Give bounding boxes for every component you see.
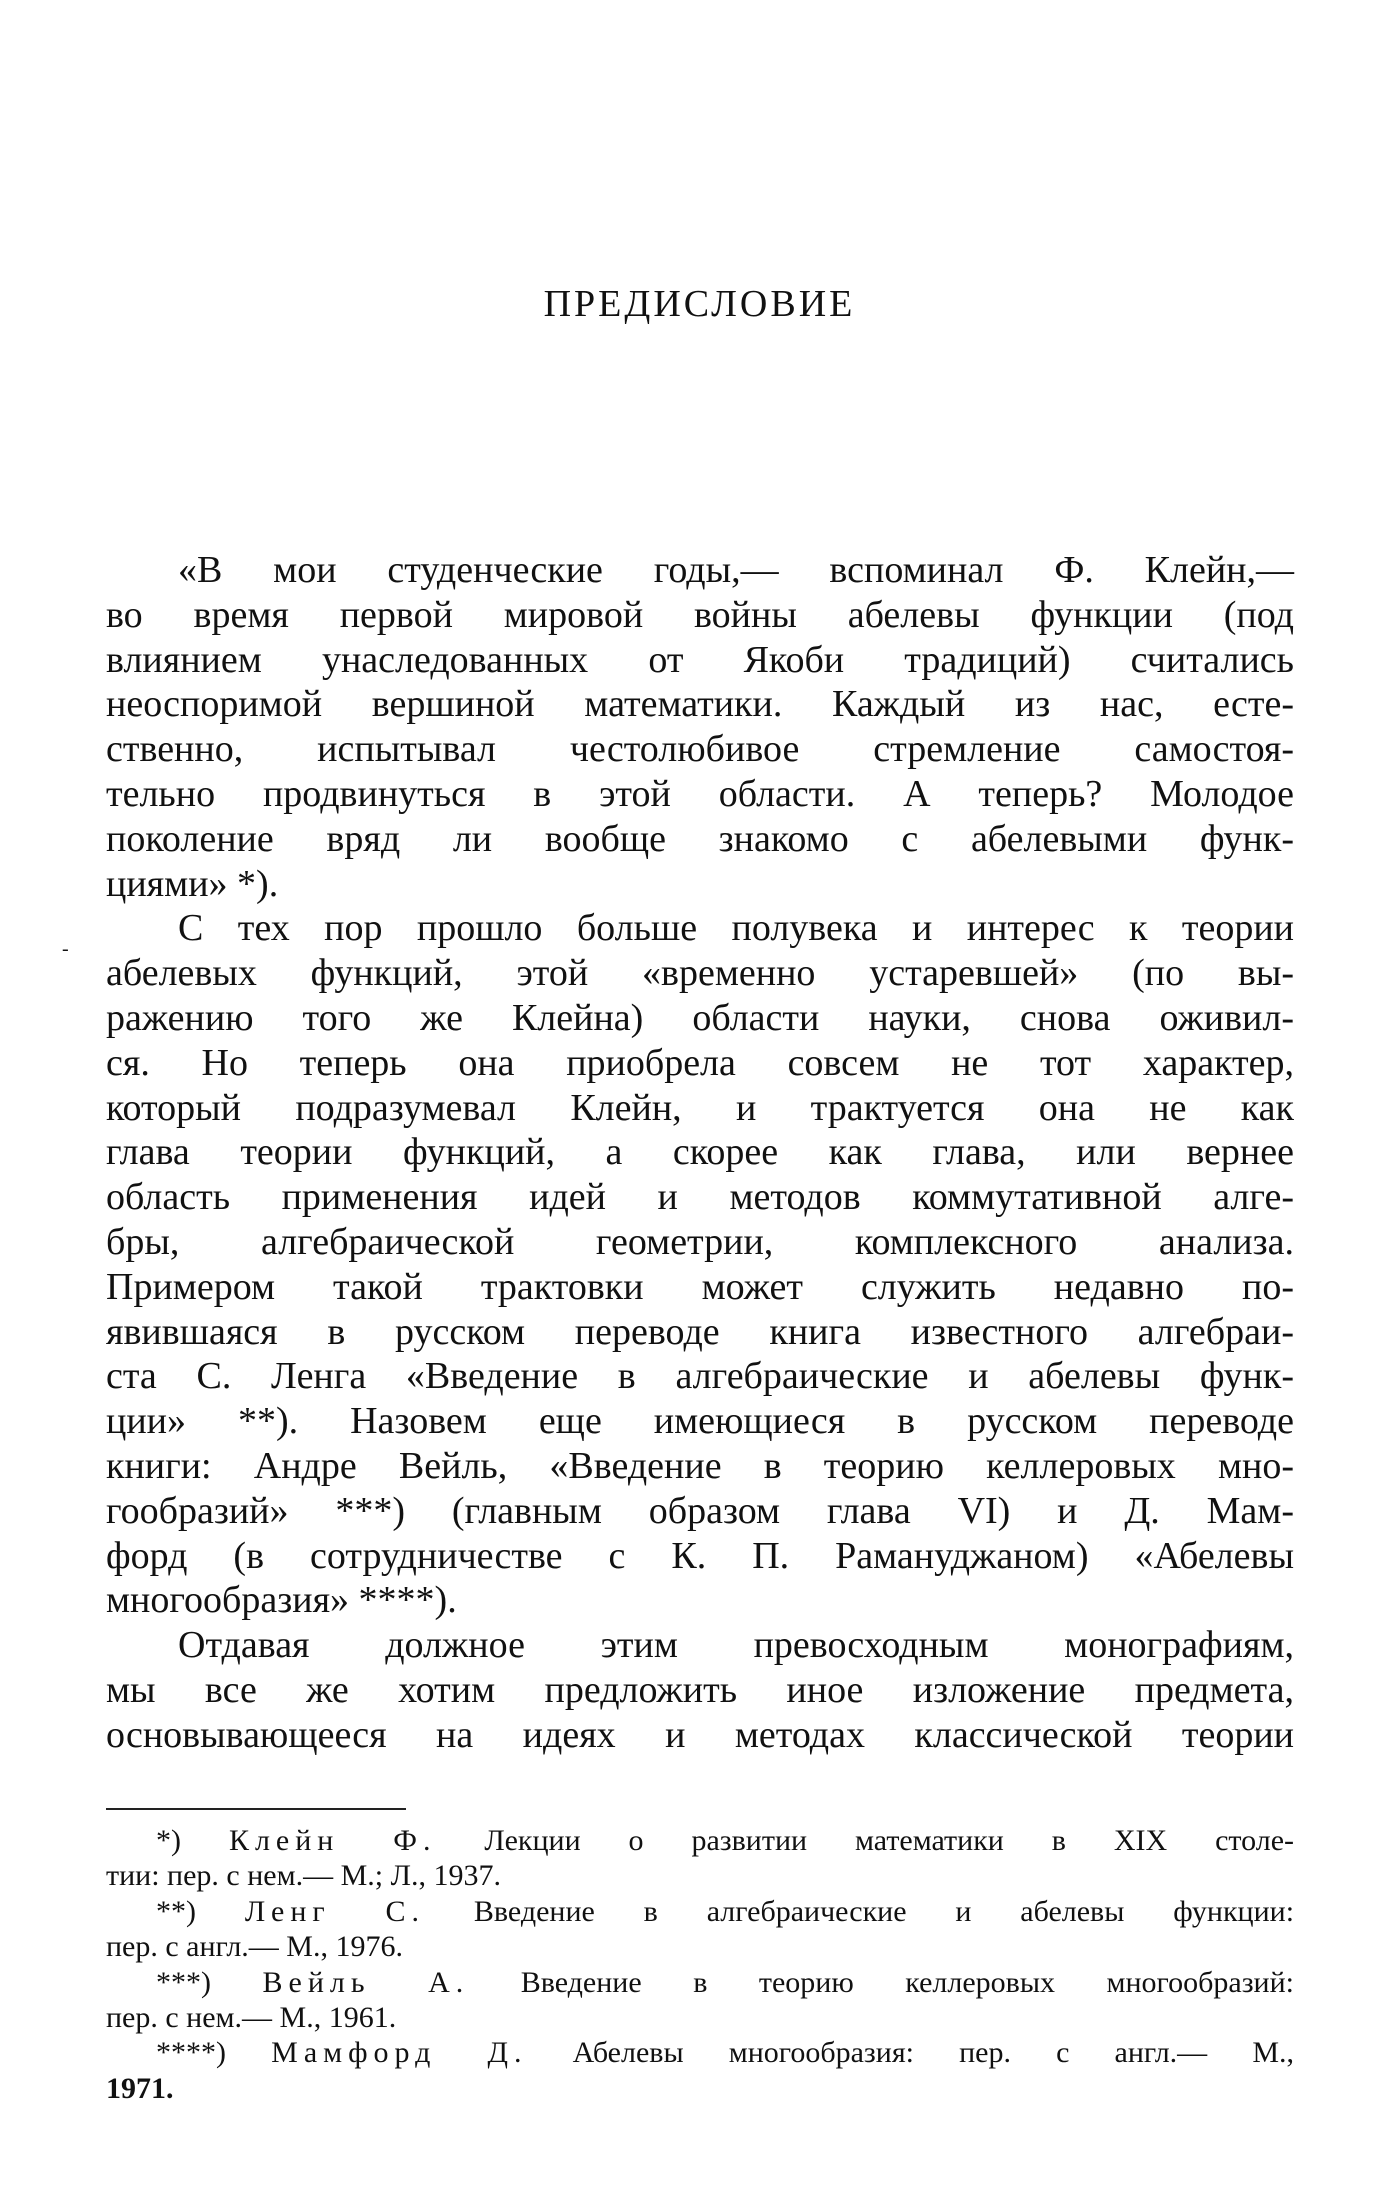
paragraph-1 <box>106 548 1294 906</box>
text-line: ражению того же Клейна) области науки, снова оживил- <box>106 996 1294 1039</box>
text-line: циями» *). <box>106 862 279 905</box>
footnote-line <box>106 2035 1294 2070</box>
main-text <box>106 548 1294 1758</box>
text-line: неоспоримой вершиной математики. Каждый из нас, есте- <box>106 683 1294 726</box>
footnote-3 <box>106 1965 1294 2036</box>
footnote-line: тии: пер. с нем.— М.; Л., 1937. <box>106 1859 501 1893</box>
footnote-text: Лекции о развитии математики в XIX столе- <box>484 1824 1295 1857</box>
text-line: гообразий» ***) (главным образом глава VI) и Д. Мам- <box>106 1489 1294 1532</box>
margin-mark: - <box>62 938 69 960</box>
footnote-text: Введение в теорию келлеровых многообразий: <box>520 1965 1294 1999</box>
footnote-author: Вейль А. <box>262 1965 470 1999</box>
footnote-author: Клейн Ф. <box>228 1824 437 1857</box>
text-line: мы все же хотим предложить иное изложение предмета, <box>106 1668 1294 1711</box>
text-line: ственно, испытывал честолюбивое стремление самостоя- <box>106 728 1294 771</box>
text-line: ста С. Ленга «Введение в алгебраические и абелевы функ- <box>106 1355 1294 1398</box>
footnote-mark: ***) <box>156 1965 211 1999</box>
text-line: форд (в сотрудничестве с К. П. Рамануджаном) «Абелевы <box>106 1534 1294 1577</box>
text-line: книги: Андре Вейль, «Введение в теорию келлеровых мно- <box>106 1444 1294 1487</box>
footnote-author: Мамфорд Д. <box>271 2036 528 2070</box>
text-line: основывающееся на идеях и методах классической теории <box>106 1713 1294 1756</box>
text-line: глава теории функций, а скорее как глава, или вернее <box>106 1131 1294 1174</box>
footnote-line <box>106 1894 1294 1929</box>
paragraph-2 <box>106 906 1294 1623</box>
text-line: явившаяся в русском переводе книга известного алгебраи- <box>106 1310 1294 1353</box>
footnote-author: Ленг С. <box>244 1894 426 1928</box>
text-line: «В мои студенческие годы,— вспоминал Ф. Клейн,— <box>178 549 1294 591</box>
paragraph-3 <box>106 1623 1294 1757</box>
text-line: Отдавая должное этим превосходным монографиям, <box>178 1624 1294 1667</box>
text-line: ся. Но теперь она приобрела совсем не тот характер, <box>106 1041 1294 1084</box>
text-line: абелевых функций, этой «временно устаревшей» (по вы- <box>106 952 1294 995</box>
footnote-4 <box>106 2035 1294 2106</box>
footnote-line: пер. с англ.— М., 1976. <box>106 1930 403 1964</box>
text-line: который подразумевал Клейн, и трактуется она не как <box>106 1086 1294 1129</box>
footnote-line <box>106 1823 1294 1858</box>
text-line: Примером такой трактовки может служить недавно по- <box>106 1265 1294 1308</box>
text-line: ции» **). Назовем еще имеющиеся в русском переводе <box>106 1400 1294 1443</box>
footnote-text: Абелевы многообразия: пер. с англ.— М., <box>572 2036 1294 2070</box>
text-line: многообразия» ****). <box>106 1579 457 1622</box>
text-line: тельно продвинуться в этой области. А теперь? Молодое <box>106 772 1294 815</box>
footnote-line: 1971. <box>106 2071 174 2105</box>
footnote-text: Введение в алгебраические и абелевы функции: <box>473 1894 1295 1928</box>
footnote-1 <box>106 1823 1294 1894</box>
text-line: С тех пор прошло больше полувека и интерес к теории <box>178 907 1294 950</box>
footnotes <box>106 1823 1294 2106</box>
text-line: во время первой мировой войны абелевы функции (под <box>106 593 1294 636</box>
footnote-line: пер. с нем.— М., 1961. <box>106 2000 397 2034</box>
page-title: ПРЕДИСЛОВИЕ <box>543 283 856 325</box>
footnote-line <box>106 1965 1294 2000</box>
text-line: поколение вряд ли вообще знакомо с абелевыми функ- <box>106 817 1294 860</box>
footnote-mark: **) <box>156 1894 196 1928</box>
text-line: область применения идей и методов коммутативной алге- <box>106 1176 1294 1219</box>
text-line: влиянием унаследованных от Якоби традиций) считались <box>106 638 1294 681</box>
footnote-mark: ****) <box>156 2036 226 2070</box>
footnote-2 <box>106 1894 1294 1965</box>
footnote-mark: *) <box>156 1824 181 1857</box>
footnote-divider <box>106 1808 406 1810</box>
text-line: бры, алгебраической геометрии, комплексного анализа. <box>106 1220 1294 1263</box>
